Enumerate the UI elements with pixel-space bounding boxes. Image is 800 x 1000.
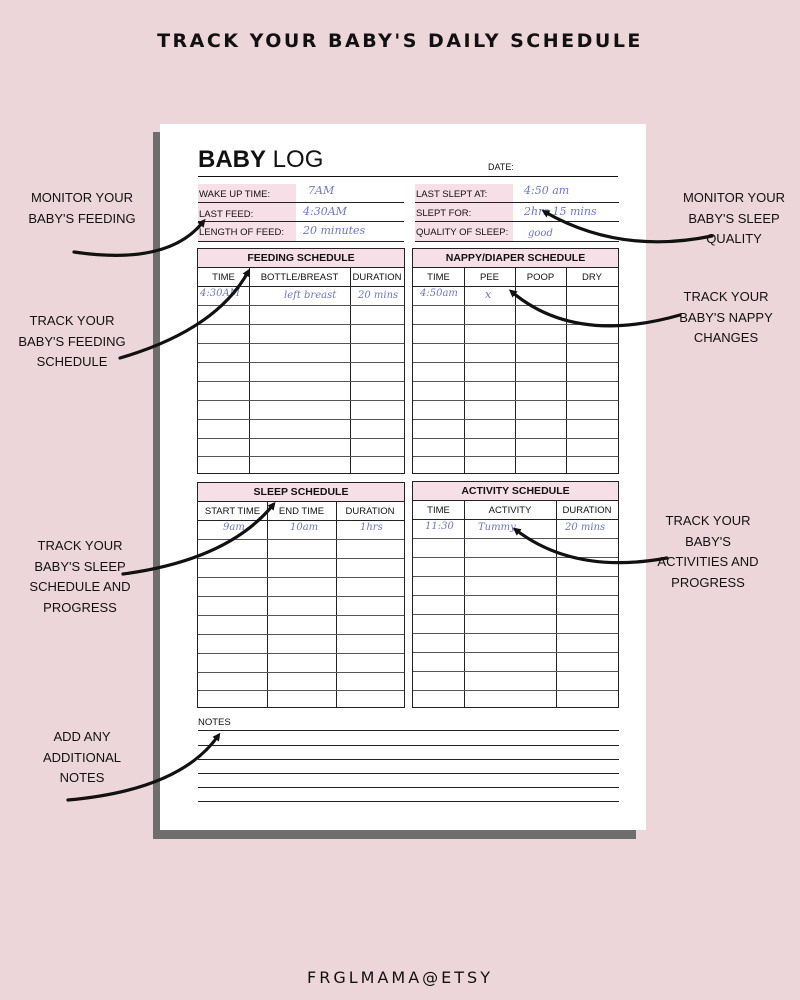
nappy-entry-time: 4:50am xyxy=(420,288,458,299)
arrow-sleep-schedule xyxy=(123,505,273,574)
field-label-slept-for: SLEPT FOR: xyxy=(416,208,472,219)
nappy-schedule-title: NAPPY/DIAPER SCHEDULE xyxy=(413,249,618,268)
activity-entry-time: 11:30 xyxy=(425,521,454,532)
callout-line: QUALITY xyxy=(706,231,762,246)
sleep-col-end: END TIME xyxy=(278,506,325,517)
log-title-rest: LOG xyxy=(266,146,324,173)
arrow-feeding-schedule xyxy=(120,272,248,358)
callout-line: BABY'S FEEDING xyxy=(28,210,136,226)
headline: TRACK YOUR BABY'S DAILY SCHEDULE xyxy=(157,30,643,52)
callout-line: BABY'S SLEEP xyxy=(34,558,126,574)
sleep-entry-start: 9am xyxy=(223,522,245,533)
field-label-wake: WAKE UP TIME: xyxy=(199,189,271,200)
activity-col-time: TIME xyxy=(427,505,450,516)
arrow-activity xyxy=(516,530,667,563)
callout-line: BABY'S SLEEP xyxy=(688,210,780,226)
field-value-last-slept: 4:50 am xyxy=(524,184,570,197)
callout-line: MONITOR YOUR xyxy=(30,190,134,205)
callout-line: BABY'S NAPPY xyxy=(679,309,773,325)
field-label-sleep-quality: QUALITY OF SLEEP: xyxy=(416,227,509,238)
feeding-col-bottle-breast: BOTTLE/BREAST xyxy=(260,272,339,283)
field-value-last-feed: 4:30AM xyxy=(303,205,347,218)
field-label-length-feed: LENGTH OF FEED: xyxy=(199,227,284,238)
feeding-col-duration: DURATION xyxy=(352,272,402,283)
nappy-col-dry: DRY xyxy=(582,272,602,283)
feeding-entry-duration: 20 mins xyxy=(358,290,399,301)
activity-entry-activity: Tummy xyxy=(478,522,516,533)
notes-label: NOTES xyxy=(198,717,231,728)
callout-line: TRACK YOUR xyxy=(29,313,115,328)
field-label-last-feed: LAST FEED: xyxy=(199,209,254,220)
feeding-schedule-title: FEEDING SCHEDULE xyxy=(198,249,404,268)
callout-line: MONITOR YOUR xyxy=(682,190,786,205)
callout-line: BABY'S xyxy=(685,533,731,549)
activity-col-duration: DURATION xyxy=(562,505,612,516)
field-value-wake: 7AM xyxy=(308,184,335,197)
callout-line: CHANGES xyxy=(693,330,759,345)
callout-line: ADDITIONAL xyxy=(42,749,121,765)
nappy-col-poop: POOP xyxy=(526,272,555,283)
arrow-sleep-quality xyxy=(545,212,712,242)
activity-col-activity: ACTIVITY xyxy=(488,505,532,516)
date-label: DATE: xyxy=(488,162,514,172)
callout-line: PROGRESS xyxy=(671,574,745,590)
callout-line: SCHEDULE AND xyxy=(29,579,131,594)
arrow-notes xyxy=(68,736,218,800)
sleep-schedule-title: SLEEP SCHEDULE xyxy=(198,483,404,502)
callout-line: ACTIVITIES AND xyxy=(657,554,759,569)
callout-line: ADD ANY xyxy=(53,729,111,744)
arrow-nappy xyxy=(512,292,680,326)
sleep-entry-end: 10am xyxy=(290,522,319,533)
callout-line: TRACK YOUR xyxy=(683,289,769,304)
field-value-sleep-quality: good xyxy=(528,228,553,239)
callout-line: SCHEDULE xyxy=(36,354,108,369)
log-title-bold: BABY xyxy=(198,146,267,173)
field-label-last-slept: LAST SLEPT AT: xyxy=(416,189,488,200)
sleep-entry-duration: 1hrs xyxy=(360,522,383,533)
field-value-slept-for: 2hrs 15 mins xyxy=(524,205,597,218)
feeding-col-time: TIME xyxy=(212,272,235,283)
activity-schedule-title: ACTIVITY SCHEDULE xyxy=(413,482,618,501)
footer-shop-name: FRGLMAMA@ETSY xyxy=(307,968,493,987)
callout-line: BABY'S FEEDING xyxy=(18,333,126,349)
sleep-col-start: START TIME xyxy=(204,506,261,517)
callout-line: TRACK YOUR xyxy=(37,538,123,553)
nappy-entry-pee: x xyxy=(485,288,492,301)
arrow-feeding-monitor xyxy=(74,222,203,255)
field-value-length-feed: 20 minutes xyxy=(303,224,366,237)
callout-line: TRACK YOUR xyxy=(665,513,751,528)
sleep-col-duration: DURATION xyxy=(345,506,395,517)
nappy-col-time: TIME xyxy=(427,272,450,283)
nappy-col-pee: PEE xyxy=(479,272,499,283)
callout-line: PROGRESS xyxy=(43,599,117,615)
activity-entry-duration: 20 mins xyxy=(565,522,606,533)
feeding-entry-time: 4:30AM xyxy=(200,288,240,299)
callout-line: NOTES xyxy=(59,770,105,785)
feeding-entry-type: left breast xyxy=(284,290,337,301)
